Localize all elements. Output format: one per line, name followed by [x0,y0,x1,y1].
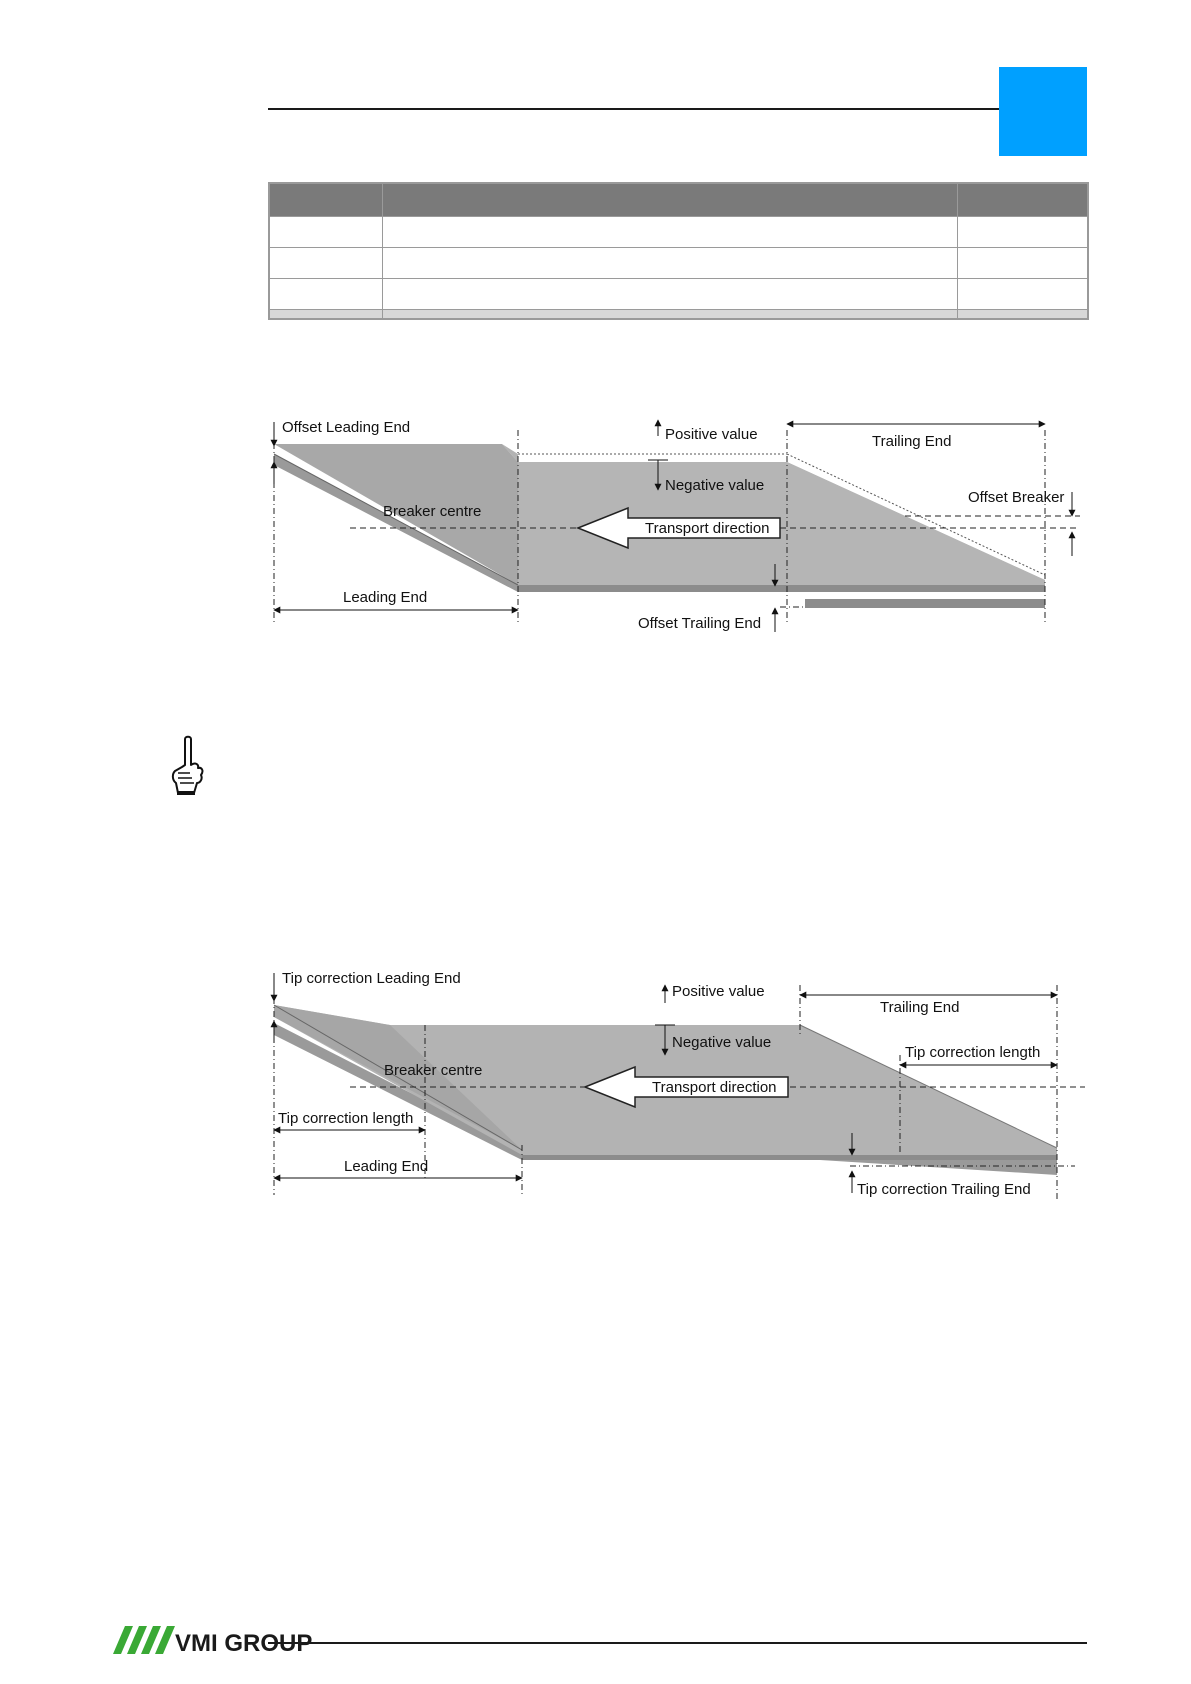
offset-diagram [260,410,1090,640]
label-tip-correction-leading-end: Tip correction Leading End [282,970,461,987]
table-footer-row [269,310,1088,320]
header-rule [268,108,1002,110]
vmi-logo-mark-icon [113,1626,175,1654]
table-row [269,279,1088,310]
label-transport-direction: Transport direction [652,1079,777,1096]
table-cell [382,279,957,310]
label-breaker-centre: Breaker centre [384,1062,483,1079]
label-transport-direction: Transport direction [645,520,770,537]
table-row [269,248,1088,279]
label-leading-end: Leading End [344,1158,429,1175]
label-negative-value: Negative value [665,477,765,494]
table-header-cell [957,183,1088,217]
logo-text: VMI GROUP [175,1630,313,1657]
lower-layer-trailing-tip [820,1160,1057,1175]
table-cell [957,248,1088,279]
lower-layer-body [518,585,1045,592]
footer-rule [268,1642,1087,1644]
table-cell [269,217,382,248]
chapter-tab [999,67,1087,156]
pointing-hand-icon [168,735,208,797]
table-footer-cell [269,310,382,320]
label-offset-trailing-end: Offset Trailing End [638,615,762,632]
table-cell [269,279,382,310]
label-positive-value: Positive value [672,983,765,1000]
label-trailing-end: Trailing End [872,433,952,450]
table-header-cell [382,183,957,217]
vmi-logo [113,1620,313,1660]
label-trailing-end: Trailing End [880,999,960,1016]
label-tip-correction-trailing-end: Tip correction Trailing End [857,1181,1031,1198]
tip-correction-diagram [260,965,1090,1205]
label-tip-correction-length-left: Tip correction length [278,1110,414,1127]
table-cell [957,279,1088,310]
table-footer-cell [382,310,957,320]
label-offset-leading-end: Offset Leading End [282,419,411,436]
label-negative-value: Negative value [672,1034,772,1051]
table-cell [382,248,957,279]
label-offset-breaker: Offset Breaker [968,489,1065,506]
table-cell [382,217,957,248]
table-cell [957,217,1088,248]
table-header-cell [269,183,382,217]
lower-layer-trailing [805,599,1045,608]
label-tip-correction-length-right: Tip correction length [905,1044,1041,1061]
table-header-row [269,183,1088,217]
table-cell [269,248,382,279]
table-footer-cell [957,310,1088,320]
label-leading-end: Leading End [343,589,428,606]
label-positive-value: Positive value [665,426,758,443]
table-row [269,217,1088,248]
label-breaker-centre: Breaker centre [383,503,482,520]
parameter-table [268,182,1089,320]
